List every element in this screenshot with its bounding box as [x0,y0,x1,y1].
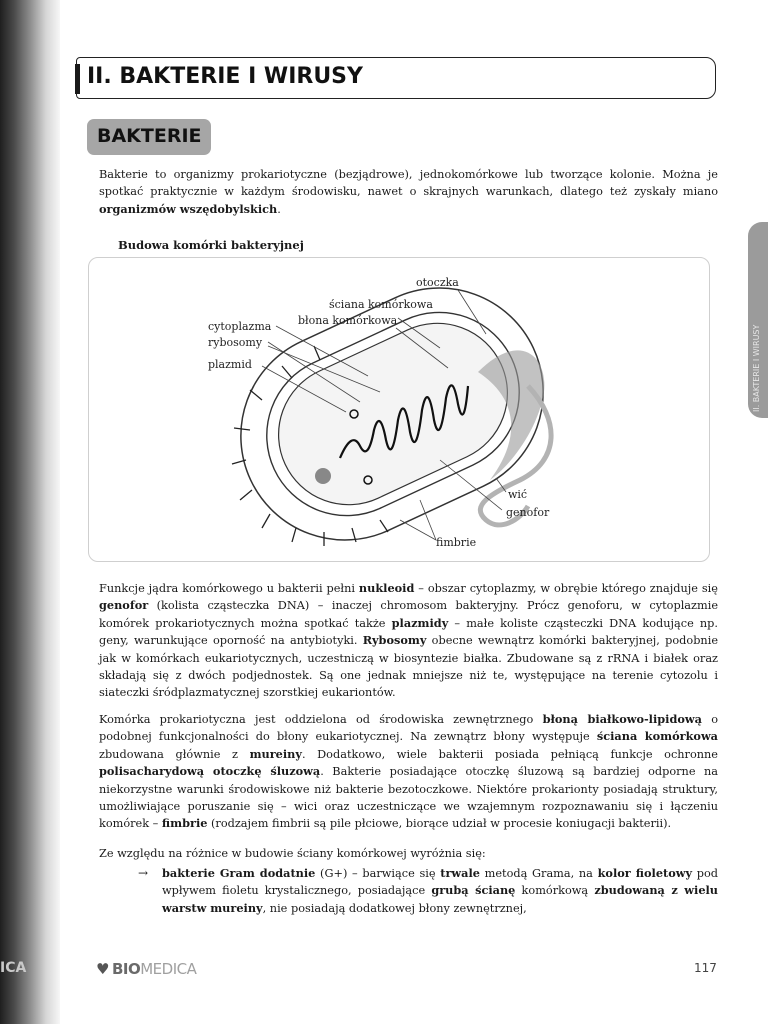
para3-text-4: . Dodatkowo, wiele bakterii posiada pełniącą funkcje ochronne [301,747,718,761]
section-title: BAKTERIE [97,125,202,147]
intro-text: Bakterie to organizmy prokariotyczne (bezjądrowe), jednokomórkowe lub tworzące kolonie. Można je spotkać praktycznie w każdym środowisku, nawet o skrajnych warunkach, dlatego też zyskały miano [99,168,718,199]
para2-bold-3: plazmidy [391,615,449,630]
para3-bold-5: fimbrie [161,816,208,831]
spine-brand-fragment: ICA [0,960,27,976]
para2-text-3: (kolista cząsteczka DNA) – inaczej chromosom bakteryjny. Prócz genoforu, w cytoplazmie komórek prokariotycznych można spotkać także [99,599,718,630]
para3-bold-3: mureiny [249,746,302,761]
para3-text-5: . Bakterie posiadające otoczkę śluzową są bardziej odporne na niekorzystne warunki środowiskowe niż bakterie bezotoczkowe. Niektóre prokarionty posiadają struktury, umożliwiające poruszanie się – wici oraz uczestniczące we wzajemnym rozpoznawaniu się i łączeniu komórek – [99,765,718,831]
para4-text: Ze względu na różnice w budowie ściany komórkowej wyróżnia się: [99,847,486,860]
bullet-bold-3: kolor fioletowy [597,866,693,880]
intro-bold: organizmów wszędobylskich [99,201,278,216]
footer-brand-medica: MEDICA [140,960,197,978]
bullet-arrow-icon: → [138,866,149,880]
para3-text-3: zbudowana głównie z [99,747,250,761]
para2-bold-1: nukleoid [358,581,415,595]
para2-text-2: – obszar cytoplazmy, w obrębie którego znajduje się [414,582,718,595]
label-rybosomy: rybosomy [208,336,263,349]
footer-brand-logo [96,960,196,978]
figure-heading: Budowa komórki bakteryjnej [118,238,304,252]
label-wic: wić [508,488,528,501]
label-fimbrie: fimbrie [436,536,477,549]
bullet-text-5: , nie posiadają dodatkowej błony zewnętrznej, [262,901,527,915]
chapter-title: II. BAKTERIE I WIRUSY [87,64,363,89]
label-cytoplazma: cytoplazma [208,320,272,333]
para3-text-2: o podobnej funkcjonalności do błony eukariotycznej. Na zewnątrz błony występuje [99,713,719,744]
nucleoid-paragraph [99,580,718,702]
footer-brand-bio: BIO [111,960,141,978]
side-tab-label: II. BAKTERIE I WIRUSY [752,324,761,412]
para3-bold-4: polisacharydową otoczkę śluzową [99,764,321,779]
para2-bold-2: genofor [99,598,149,613]
intro-end: . [277,202,281,216]
bullet-bold-4: grubą ścianę [431,883,516,898]
gram-positive-bullet [162,865,718,917]
label-plazmid: plazmid [208,358,252,371]
label-sciana-komorkowa: ściana komórkowa [329,298,433,311]
heart-logo-icon: ♥ [96,960,109,978]
bullet-text-3: pod wpływem fioletu krystalicznego, posiadające [162,867,718,898]
gram-intro-paragraph [99,845,718,862]
para3-text-6: (rodzajem fimbrii są pile płciowe, biorące udział w procesie koniugacji bakterii). [207,817,672,831]
page-number: 117 [694,961,717,975]
para2-text-1: Funkcje jądra komórkowego u bakterii pełni [99,582,359,595]
para2-text-5: obecne wewnątrz komórki bakteryjnej, podobnie jak w komórkach eukariotycznych, uczestniczą w biosyntezie białka. Zbudowane są z rRNA i białek oraz składają się z dwóch podjednostek. Są one jednak mniejsze niż te, występujące na terenie cytozolu i siateczki śródplazmatycznej szorstkiej eukariontów. [99,634,719,700]
para2-text-4: – małe koliste cząsteczki DNA kodujące np. geny, warunkujące oporność na antybiotyki. [99,616,718,648]
bullet-text-4: komórkową [515,884,595,898]
bullet-bold-5: zbudowaną z wielu warstw mureiny [162,883,719,915]
cell-envelope-paragraph [99,711,718,833]
bullet-bold-2: trwale [440,866,480,880]
para3-bold-2: ściana komórkowa [596,729,718,744]
label-otoczka: otoczka [416,276,459,289]
para2-bold-4: Rybosomy [362,633,427,648]
bullet-bold-1: bakterie Gram dodatnie [162,866,316,880]
para3-text-1: Komórka prokariotyczna jest oddzielona od środowiska zewnętrznego [99,713,543,726]
para3-bold-1: błoną białkowo-lipidową [542,712,702,726]
ribosome-dot [315,468,331,484]
bullet-text-1: (G+) – barwiące się [315,867,441,880]
label-genofor: genofor [506,506,550,519]
bullet-text-2: metodą Grama, na [479,867,598,880]
label-blona-komorkowa: błona komórkowa [298,314,398,327]
